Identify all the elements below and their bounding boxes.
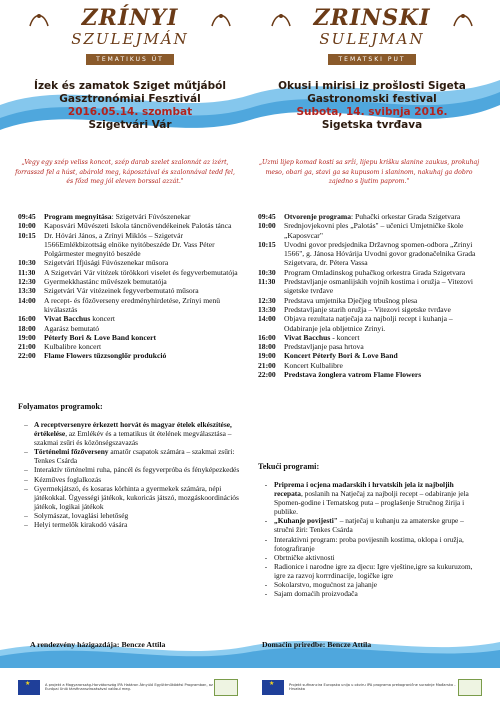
program-list-item [258, 553, 478, 562]
zrinyi-szulejman-logo [10, 0, 250, 78]
schedule-text: Gyermekkhastánc művészek bemutatója [44, 277, 167, 287]
program-item-highlight: Priprema i ocjena mađarskih i hrvatskih jela iz najboljih recepata [274, 480, 454, 499]
schedule-time: 22:00 [258, 370, 276, 380]
program-item-highlight: Történelmi főzőverseny [34, 447, 109, 457]
schedule-highlight: Program megnyitása [44, 212, 112, 221]
schedule-time: 12:30 [18, 277, 36, 287]
croatian-column-header [252, 0, 492, 132]
schedule-row [258, 333, 483, 342]
event-title-line: Gastronomski festival [307, 93, 437, 105]
schedule-row [18, 231, 240, 259]
schedule-description [284, 361, 483, 370]
schedule-row [258, 268, 483, 277]
schedule-description [44, 286, 240, 295]
schedule-highlight: Vivat Bacchus [284, 332, 331, 342]
program-item-highlight: „Kuhanje povijesti" [274, 516, 338, 526]
continuous-programs-title: Tekući programi: [258, 462, 320, 471]
bullet-marker: – [24, 447, 28, 457]
schedule-text: : Puhački orkestar Grada Szigetvara [351, 212, 461, 221]
program-logo-icon [458, 679, 482, 696]
logo-ribbon: TEMATIKUS ÚT [86, 54, 174, 65]
schedule-description [44, 351, 240, 360]
program-item-description: Solymászat, lovaglási lehetőség [34, 510, 129, 520]
logo-ribbon: TEMATSKI PUT [328, 54, 415, 65]
event-date: Subota, 14. svibnja 2016. [296, 106, 448, 118]
schedule-row [258, 361, 483, 370]
schedule-row [258, 342, 483, 351]
schedule-description [44, 296, 240, 315]
program-list-item [258, 589, 478, 598]
program-item-text [34, 520, 240, 529]
program-item-text [274, 535, 478, 553]
schedule-text: Kaposvári Művészeti Iskola táncnövendékeinek Palotás tánca [44, 221, 232, 231]
program-item-text [274, 553, 478, 562]
schedule-description [284, 221, 483, 240]
schedule-highlight: Péterfy Bori & Love Band koncert [44, 332, 156, 342]
program-item-text [34, 420, 240, 447]
event-title-line: Okusi i mirisi iz prošlosti Sigeta [278, 80, 466, 92]
bullet-marker: - [264, 552, 268, 562]
schedule-description [284, 370, 483, 379]
hungarian-column-header [10, 0, 250, 132]
bullet-marker: – [24, 474, 28, 484]
program-item-description: Gyermekjátszó, és kosaras körhinta a gyermekek számára, népi játékokkal. Ügyességi játékok, kukoricás játszó, mozgáskoordinációs játékok, logikai játékok [34, 483, 239, 511]
schedule-time: 19:00 [258, 351, 276, 361]
program-list-item [18, 420, 240, 447]
schedule-row [258, 305, 483, 314]
funding-text: A projekt a Magyarország-Horvátország IPA Határon Átnyúló Együttműködési Programban, az Európai Unió társfinanszírozásával valósul meg. [45, 682, 213, 691]
program-item-description: amatőr csapatok számára – szakmai zsűri: Tenkes Csárda [34, 447, 235, 466]
program-item-text [274, 580, 478, 589]
funding-footer [18, 672, 238, 702]
program-item-description: , az Emlékév és a tematikus út ételének megválasztása – szakmai zsűri és közönségszavazás [34, 429, 232, 448]
schedule-row [18, 333, 240, 342]
logo-subname: SZULEJMÁN [71, 30, 189, 48]
program-item-text [34, 447, 240, 465]
program-list-item [18, 511, 240, 520]
schedule-description [44, 277, 240, 286]
ornament-icon [452, 8, 474, 30]
bullet-marker: - [264, 561, 268, 571]
schedule-description [44, 342, 240, 351]
schedule-description [44, 212, 240, 221]
event-venue: Szigetvári Vár [88, 119, 172, 131]
schedule-text: Uvodni govor predsjednika Državnog spomen-odbora „Zrinyi 1566", g. Jánosa Hóvárija Uvodni govor gradonačelnika Grada Szigetvara, dr. Pétera Vassa [284, 239, 476, 268]
logo-name: ZRINSKI [313, 5, 431, 31]
bullet-marker: - [264, 516, 268, 526]
schedule-description [284, 296, 483, 305]
schedule-text: Kulbalibre koncert [44, 342, 102, 352]
schedule-row [18, 314, 240, 323]
schedule-time: 09:45 [18, 212, 36, 221]
recipe-quote: „Vegy egy szép veliss koncot, szép darab szelet szalonnát az izért, forrasszd fel a húst, abárold meg, káposztával és szalonnával tedd fel, és főzd meg jól eleven borssal azzát." [15, 159, 235, 185]
schedule-text: - koncert [330, 332, 360, 342]
program-item-description: Sajam domaćih proizvođača [274, 589, 358, 599]
program-list-item [18, 475, 240, 484]
schedule-time: 10:00 [258, 221, 276, 231]
schedule-row [18, 212, 240, 221]
schedule-time: 09:45 [258, 212, 276, 221]
event-title [252, 80, 492, 132]
bullet-marker: - [264, 580, 268, 590]
schedule-time: 10:15 [18, 230, 36, 240]
program-item-highlight: A receptversenyre érkezett horvát és magyar ételek elkészítése, értékelése [34, 420, 232, 439]
zrinski-sulejman-logo [252, 0, 492, 78]
program-item-text [274, 516, 478, 534]
program-item-text [34, 484, 240, 511]
schedule-text: koncert [90, 314, 116, 324]
schedule-text: Dr. Hóvári János, a Zrínyi Miklós – Szigetvár 1566Emlékbizottság elnöke nyitóbeszéde Dr. Vass Péter Polgármester megnyitó beszéde [44, 230, 215, 259]
event-title-line: Ízek és zamatok Sziget műtjából [34, 80, 226, 92]
program-item-description: Radionice i narodne igre za djecu: Igre vještine,igre sa kukuruzom, igre za razvoj korrrdinacije, logičke igre [274, 561, 473, 580]
program-list-item [258, 516, 478, 534]
schedule-highlight: Vivat Bacchus [44, 314, 91, 324]
program-list-item [18, 465, 240, 474]
schedule-text: Program Omladinskog puhačkog orkestra Grada Szigetvara [284, 267, 466, 277]
schedule-description [284, 351, 483, 360]
eu-flag-icon: ★ [18, 680, 40, 695]
program-list-item [258, 562, 478, 580]
program-item-description: Helyi termelők kirakodó vására [34, 520, 128, 530]
schedule-highlight: Koncert Péterfy Bori & Love Band [284, 351, 398, 361]
organizer-label: A rendezvény házigazdája: Bencze Attila [30, 640, 166, 649]
bullet-marker: - [264, 480, 268, 489]
ornament-icon [210, 8, 232, 30]
schedule-text: A recept- és főzőverseny eredményhirdetése, Zrínyi menü kiválasztás [44, 295, 221, 314]
program-item-text [274, 480, 478, 516]
program-item-description: Sokolarstvo, mogućnost za jahanje [274, 580, 378, 590]
schedule-time: 21:00 [18, 342, 36, 352]
event-venue: Sigetska tvrđava [321, 119, 423, 131]
program-item-description: Kézműves foglalkozás [34, 474, 102, 484]
schedule-time: 11:30 [258, 277, 276, 287]
schedule-text: Predstavljanje pasa hrtova [284, 342, 364, 352]
schedule-row [18, 277, 240, 286]
schedule-text: Predstavljanje osmanlijskih vojnih kostima i oružja – Vitezovi sigetske tvrđave [284, 277, 474, 296]
program-item-description: Obrtničke aktivnosti [274, 552, 335, 562]
schedule-text: Predstavljanje starih oružja – Vitezovi sigetske tvrđave [284, 304, 451, 314]
continuous-programs-title: Folyamatos programok: [18, 402, 103, 411]
recipe-quote: „Uzmi lijep komad kosti sa srži, lijepu krišku slanine zaukus, prokuhaj meso, obari ga, stavi ga sa kupusom i slaninom, nakuhaj ga dobro zajedno s ljutim paprom." [258, 159, 480, 185]
event-title [10, 80, 250, 132]
schedule-description [44, 231, 240, 259]
schedule-time: 14:00 [258, 314, 276, 324]
schedule-row [258, 221, 483, 240]
schedule-time: 16:00 [18, 314, 36, 324]
schedule-description [284, 277, 483, 296]
schedule-highlight: Otvorenje programa [284, 212, 351, 221]
program-item-text [34, 511, 240, 520]
event-title-line: Gasztronómiai Fesztivál [59, 93, 201, 105]
schedule-text: Szigetvári Vár vitézeinek fegyverbemutató műsora [44, 286, 199, 296]
schedule-row [18, 258, 240, 267]
schedule-time: 10:30 [258, 267, 276, 277]
bullet-marker: – [24, 510, 28, 520]
schedule-text: Agarász bemutató [44, 323, 100, 333]
ornament-icon [28, 8, 50, 30]
schedule-description [284, 268, 483, 277]
funding-text: Projekt sufinancira Europska unija u okviru IPA programa prekogranične suradnje Mađarska - Hrvatska [289, 682, 456, 691]
funding-footer [262, 672, 482, 702]
schedule-description [284, 212, 483, 221]
schedule-text: Koncert Kulbalibre [284, 360, 343, 370]
program-item-description: Interaktivni program: proba povijesnih kostima, oklopa i oružja, fotografiranje [274, 534, 464, 553]
schedule-row [258, 370, 483, 379]
schedule-row [258, 314, 483, 333]
schedule-row [18, 342, 240, 351]
schedule-list [18, 212, 240, 361]
schedule-row [258, 351, 483, 360]
schedule-text: : Szigetvári Fúvószenekar [111, 212, 191, 221]
schedule-description [44, 314, 240, 323]
schedule-time: 22:00 [18, 351, 36, 361]
schedule-row [18, 324, 240, 333]
schedule-time: 10:00 [18, 221, 36, 231]
funding-logos [18, 680, 40, 695]
ornament-icon [270, 8, 292, 30]
schedule-row [258, 212, 483, 221]
program-item-text [274, 589, 478, 598]
funding-logos [262, 680, 284, 695]
schedule-time: 13:30 [258, 304, 276, 314]
schedule-description [284, 342, 483, 351]
bullet-marker: - [264, 589, 268, 599]
schedule-time: 14:00 [18, 295, 36, 305]
schedule-highlight: Predstava žonglera vatrom Flame Flowers [284, 370, 422, 380]
schedule-time: 10:15 [258, 239, 276, 249]
schedule-list [258, 212, 483, 379]
schedule-row [258, 240, 483, 268]
schedule-time: 21:00 [258, 360, 276, 370]
program-list-item [18, 447, 240, 465]
program-item-text [34, 475, 240, 484]
bullet-marker: – [24, 420, 28, 429]
schedule-description [44, 221, 240, 230]
schedule-row [258, 296, 483, 305]
schedule-text: Srednjovjekovni ples „Palotás" – učenici Umjetničke škole „Kaposvcar" [284, 221, 464, 240]
schedule-time: 18:00 [18, 323, 36, 333]
schedule-description [44, 333, 240, 342]
schedule-highlight: Flame Flowers tűzzsonglőr produkció [44, 351, 167, 361]
schedule-time: 11:30 [18, 267, 36, 277]
schedule-description [44, 258, 240, 267]
schedule-row [18, 268, 240, 277]
schedule-row [18, 221, 240, 230]
schedule-description [44, 268, 240, 277]
continuous-programs-list [258, 480, 478, 598]
program-list-item [18, 520, 240, 529]
program-item-description: Interaktív történelmi ruha, páncél és fegyverpróba és fényképezkedés [34, 465, 240, 475]
schedule-time: 13:30 [18, 286, 36, 296]
bullet-marker: – [24, 483, 28, 493]
schedule-time: 12:30 [258, 295, 276, 305]
event-date: 2016.05.14. szombat [67, 106, 193, 118]
schedule-text: Szigetvári Ifjúsági Fúvószenekar műsora [44, 258, 169, 268]
schedule-description [284, 305, 483, 314]
program-list-item [258, 480, 478, 516]
schedule-description [284, 240, 483, 268]
program-item-description: – natječaj u kuhanju za amaterske grupe – stručni žiri: Tenkes Csárda [274, 516, 464, 535]
schedule-description [284, 333, 483, 342]
schedule-time: 19:00 [18, 332, 36, 342]
continuous-programs-list [18, 420, 240, 529]
schedule-text: Objava rezultata natječaja za najbolji recept i kuhanja – Odabiranje jela obljetnice Zrinyi. [284, 314, 453, 333]
program-logo-icon [214, 679, 238, 696]
schedule-time: 16:00 [258, 332, 276, 342]
program-item-text [34, 465, 240, 474]
bullet-marker: – [24, 465, 28, 475]
eu-flag-icon: ★ [262, 680, 284, 695]
schedule-row [258, 277, 483, 296]
program-list-item [18, 484, 240, 511]
program-item-text [274, 562, 478, 580]
schedule-time: 18:00 [258, 342, 276, 352]
schedule-row [18, 351, 240, 360]
bullet-marker: – [24, 520, 28, 530]
bullet-marker: - [264, 534, 268, 544]
program-list-item [258, 580, 478, 589]
schedule-description [44, 324, 240, 333]
organizer-label: Domaćin priredbe: Bencze Attila [262, 640, 372, 649]
schedule-text: A Szigetvári Vár vitézek törökkori viselet és fegyverbemutatója [44, 267, 238, 277]
schedule-row [18, 286, 240, 295]
schedule-time: 10:30 [18, 258, 36, 268]
program-list-item [258, 535, 478, 553]
logo-subname: SULEJMAN [319, 30, 425, 48]
schedule-description [284, 314, 483, 333]
logo-name: ZRÍNYI [81, 5, 179, 31]
schedule-row [18, 296, 240, 315]
program-item-description: , poslanih na Natječaj za najbolji recept – odabiranje jela Spomen-godine i Tematskog puta – proglašenje Stručnog žirija i publike. [274, 489, 469, 517]
schedule-text: Predstava umjetnika Dječjeg trbušnog plesa [284, 295, 418, 305]
